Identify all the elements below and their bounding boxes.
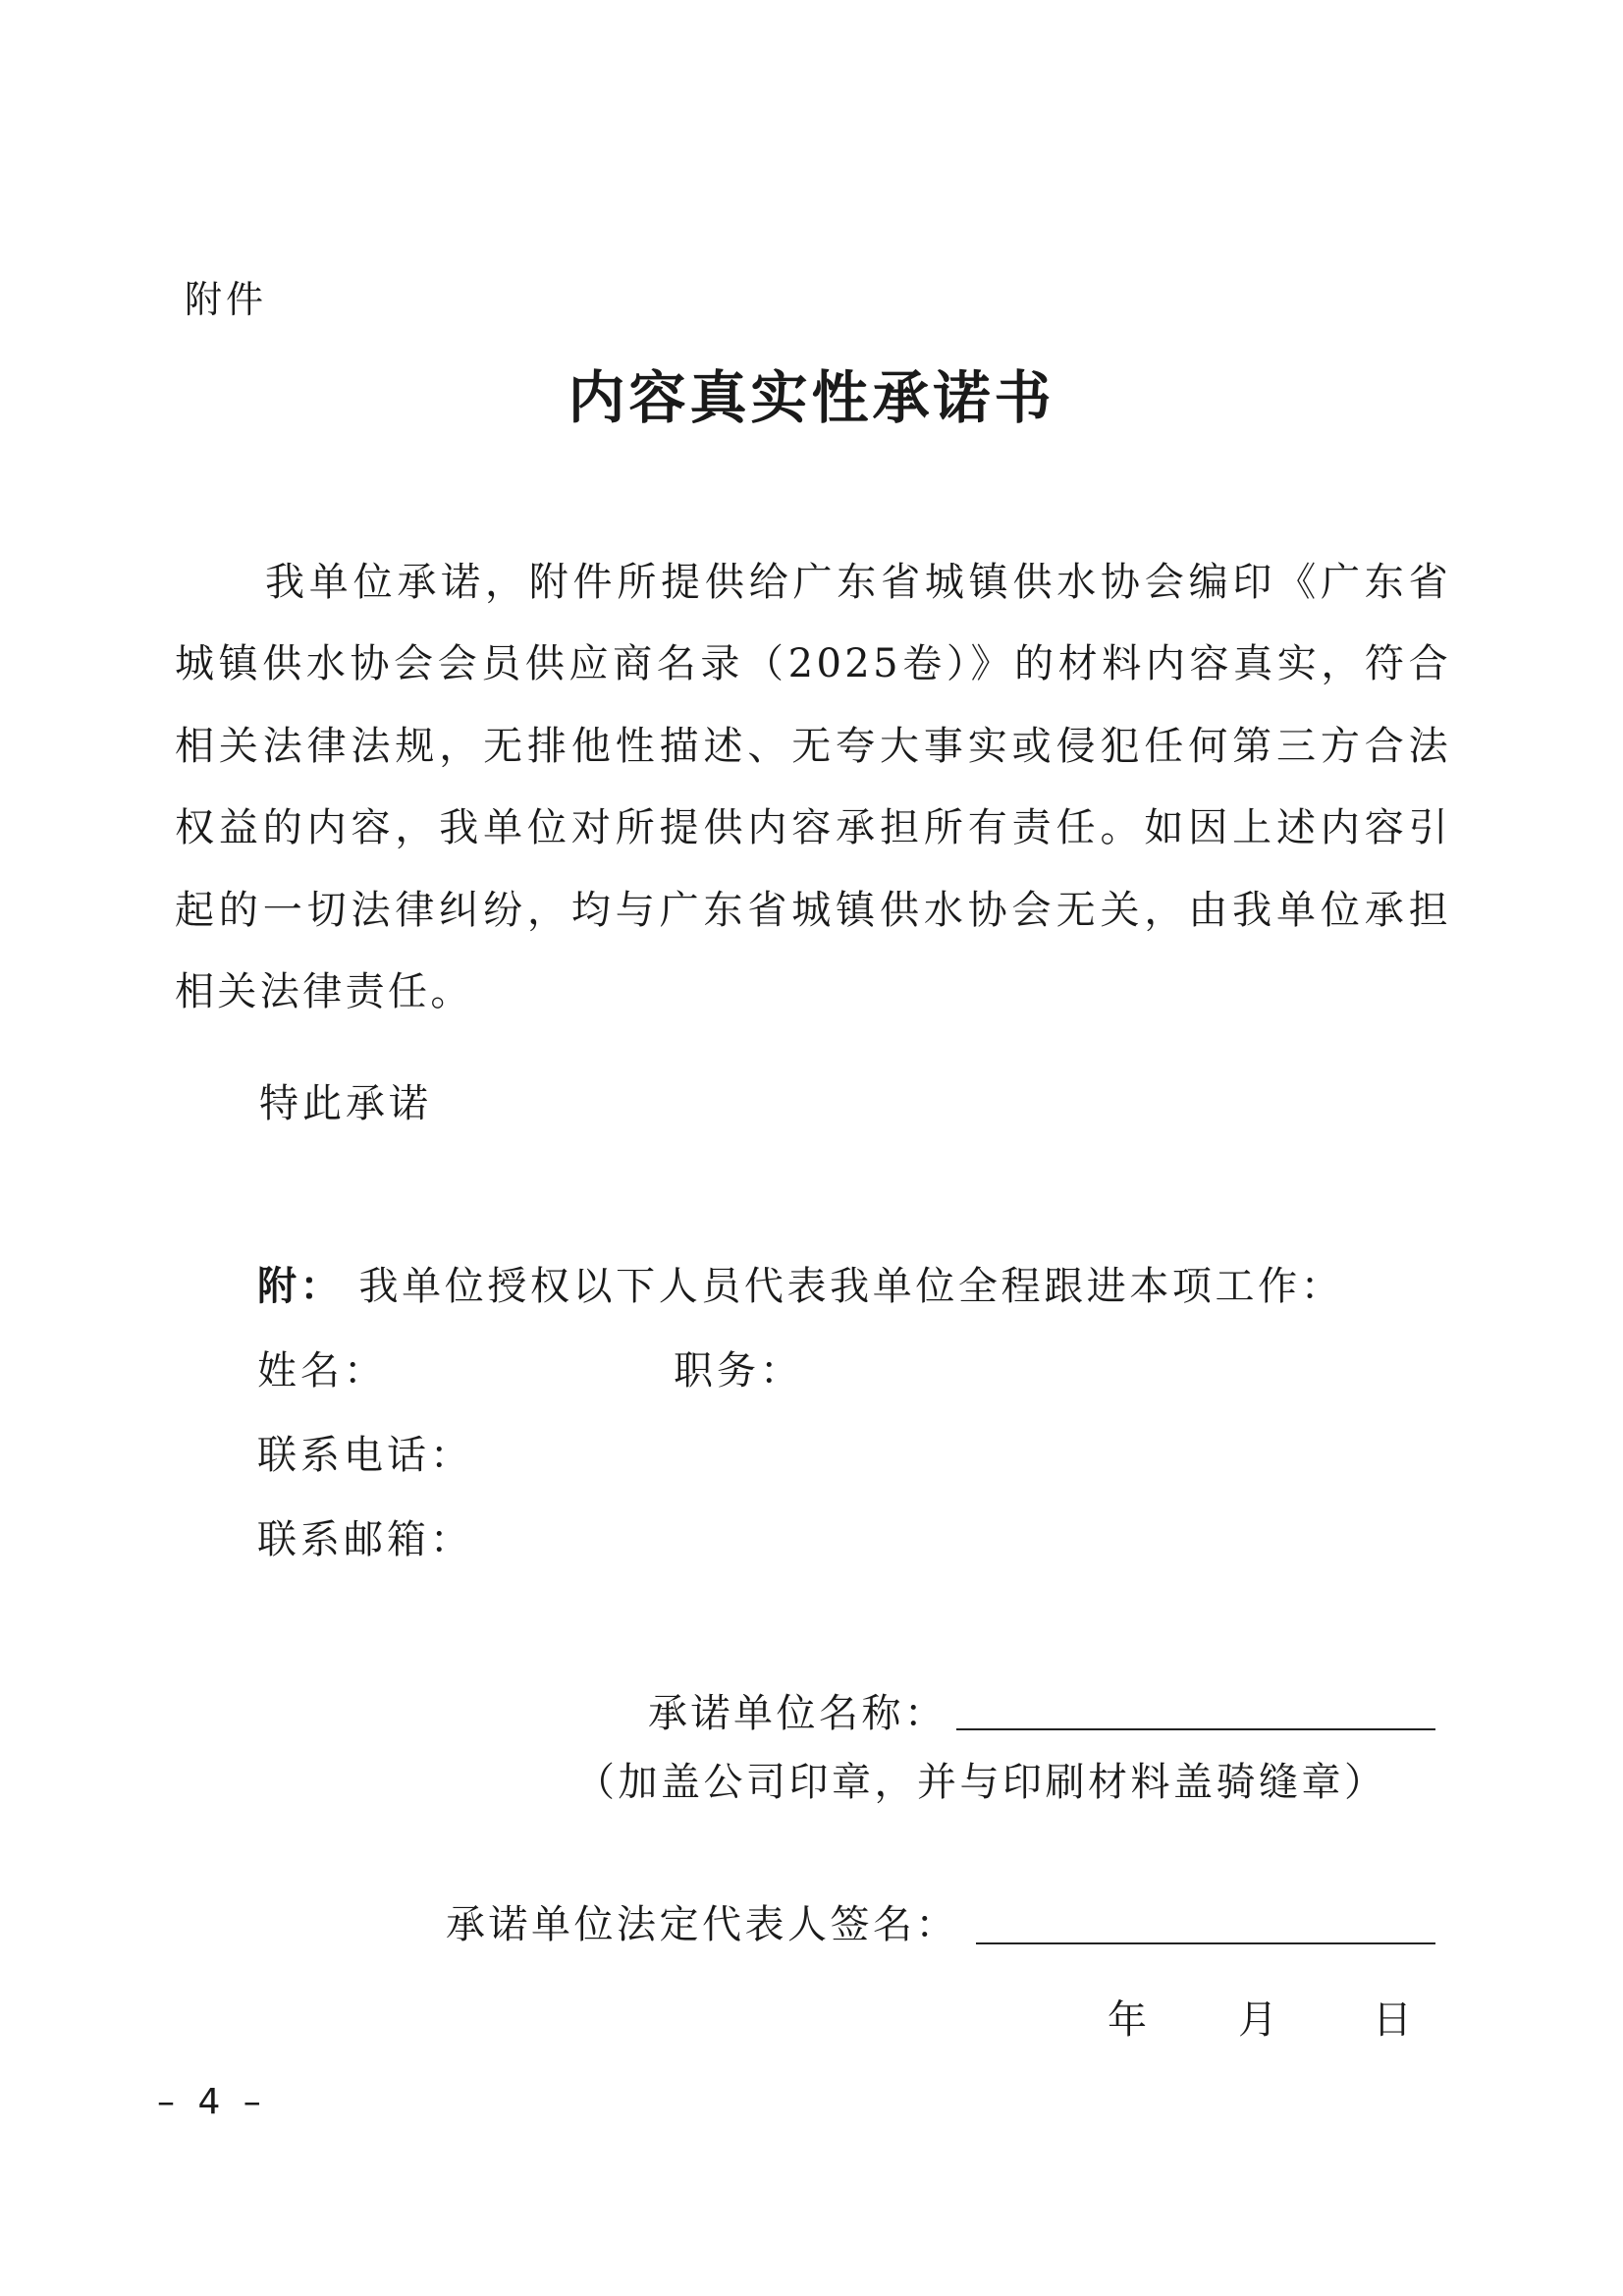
legal-rep-signature-label: 承诺单位法定代表人签名： (446, 1902, 958, 1947)
company-name-label: 承诺单位名称： (648, 1691, 947, 1736)
stamp-note: （加盖公司印章，并与印刷材料盖骑缝章） (575, 1760, 1387, 1805)
hereby-statement: 特此承诺 (259, 1081, 432, 1126)
document-title: 内容真实性承诺书 (568, 364, 1055, 431)
date-year: 年 (1108, 1997, 1147, 2043)
position-field-label: 职务： (674, 1348, 803, 1394)
authorization-prefix: 附： (257, 1263, 344, 1309)
authorization-text: 我单位授权以下人员代表我单位全程跟进本项工作： (358, 1264, 1344, 1309)
authorization-note (257, 1255, 1343, 1311)
phone-field-label: 联系电话： (257, 1433, 473, 1478)
name-field-label: 姓名： (257, 1348, 387, 1394)
date-day: 日 (1373, 1997, 1412, 2043)
attachment-label: 附件 (185, 278, 268, 321)
legal-rep-signature-line (976, 1942, 1435, 1944)
page-number: – 4 – (157, 2082, 267, 2122)
commitment-body: 我单位承诺，附件所提供给广东省城镇供水协会编印《广东省城镇供水协会会员供应商名录（2025卷）》的材料内容真实，符合相关法律法规，无排他性描述、无夸大事实或侵犯任何第三方合法权益的内容，我单位对所提供内容承担所有责任。如因上述内容引起的一切法律纠纷，均与广东省城镇供水协会无关，由我单位承担相关法律责任。 (175, 560, 1451, 1015)
email-field-label: 联系邮箱： (257, 1517, 473, 1562)
company-name-blank-line (956, 1728, 1435, 1730)
date-month: 月 (1238, 1997, 1277, 2043)
